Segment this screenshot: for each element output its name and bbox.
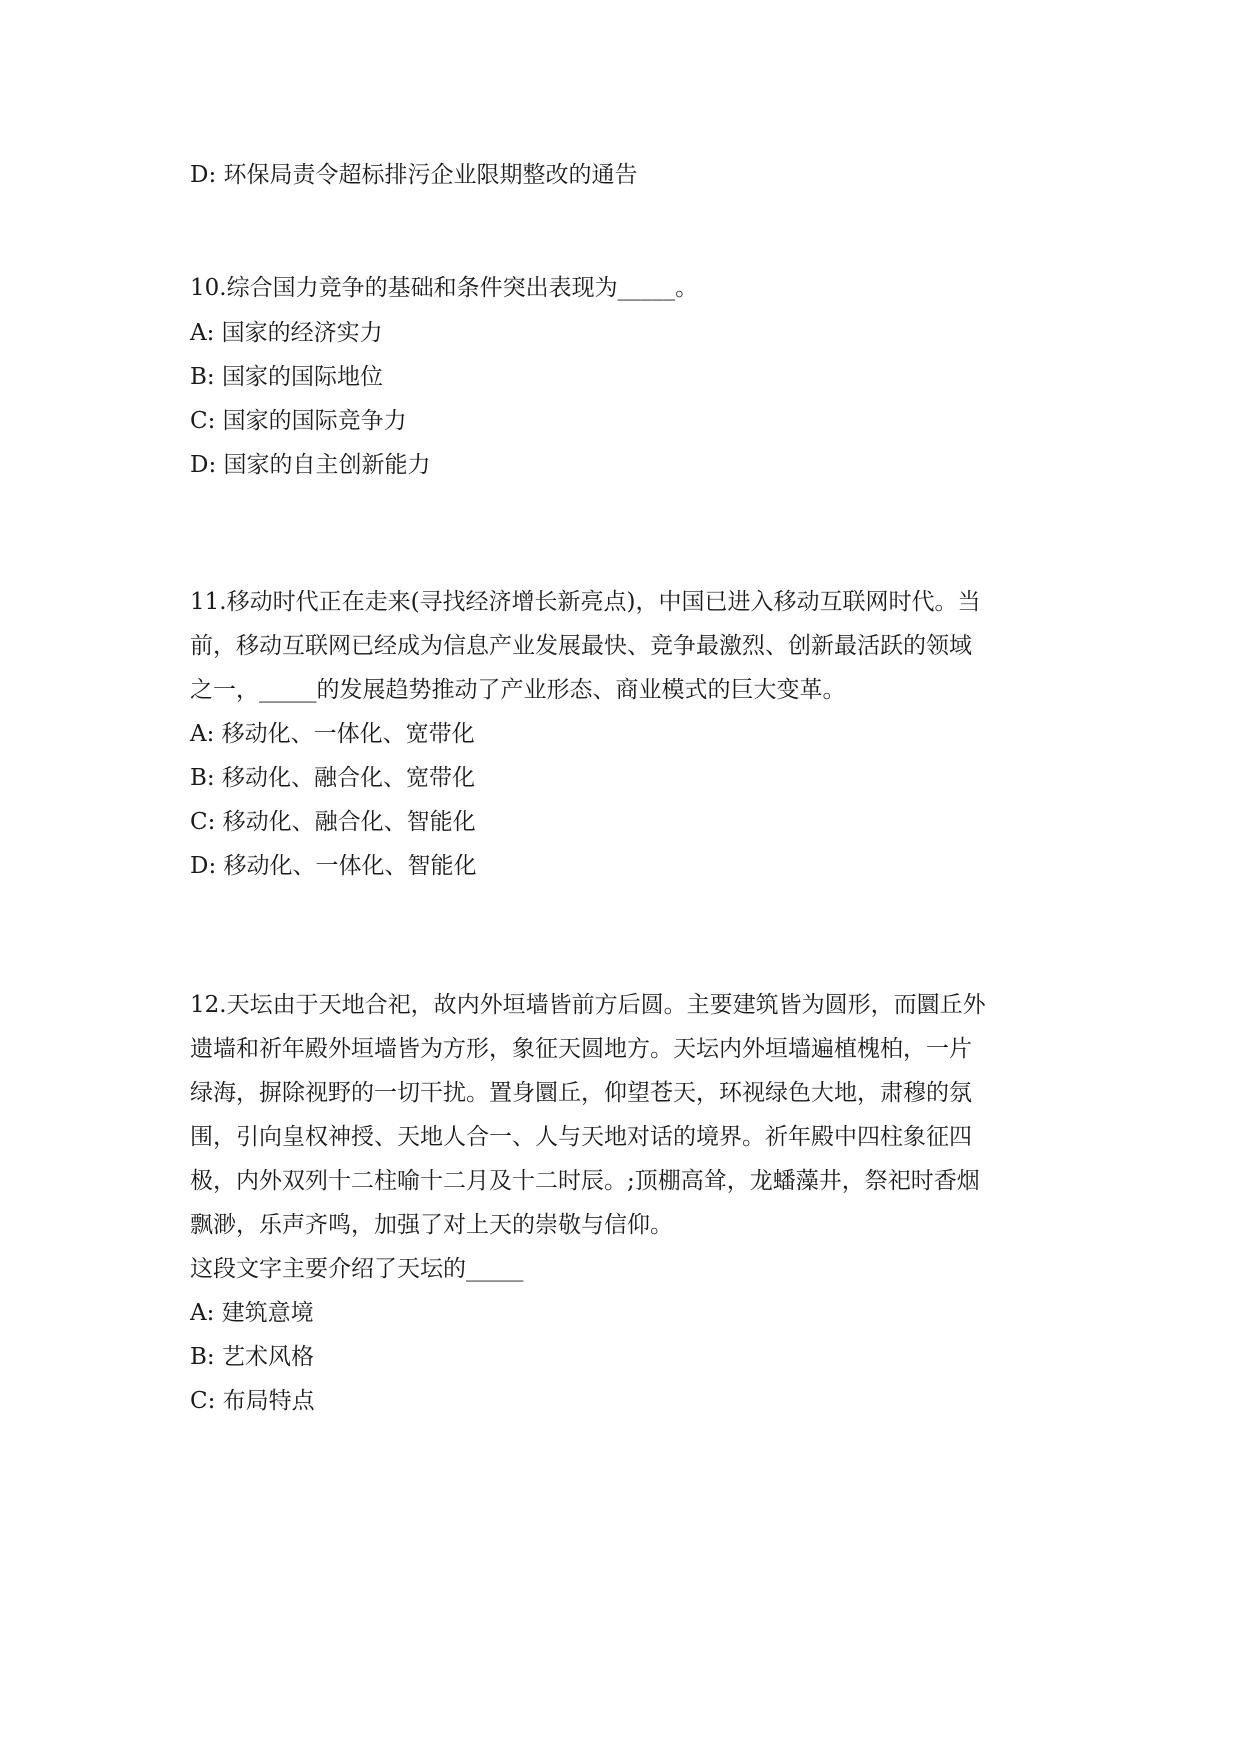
q12-stem-line-6: 飘渺，乐声齐鸣，加强了对上天的崇敬与信仰。 xyxy=(190,1212,673,1238)
q10-option-d: D: 国家的自主创新能力 xyxy=(190,452,431,478)
q12-option-b: B: 艺术风格 xyxy=(190,1344,314,1370)
q12-stem-line-5: 极，内外双列十二柱喻十二月及十二时辰。;顶棚高耸，龙蟠藻井，祭祀时香烟 xyxy=(190,1168,980,1194)
q12-option-a: A: 建筑意境 xyxy=(190,1300,314,1326)
q12-stem-line-3: 绿海，摒除视野的一切干扰。置身圜丘，仰望苍天，环视绿色大地，肃穆的氛 xyxy=(190,1080,972,1106)
q12-stem-line-4: 围，引向皇权神授、天地人合一、人与天地对话的境界。祈年殿中四柱象征四 xyxy=(190,1124,972,1150)
q12-stem-line-2: 遗墙和祈年殿外垣墙皆为方形，象征天圆地方。天坛内外垣墙遍植槐柏，一片 xyxy=(190,1036,972,1062)
q11-stem-line-1: 11.移动时代正在走来(寻找经济增长新亮点)，中国已进入移动互联网时代。当 xyxy=(190,589,981,615)
q10-option-b: B: 国家的国际地位 xyxy=(190,364,383,390)
q10-option-c: C: 国家的国际竞争力 xyxy=(190,408,407,434)
q11-option-d: D: 移动化、一体化、智能化 xyxy=(190,853,477,879)
q12-question: 这段文字主要介绍了天坛的_____ xyxy=(190,1256,524,1282)
q11-option-c: C: 移动化、融合化、智能化 xyxy=(190,809,476,835)
q12-stem-line-1: 12.天坛由于天地合祀，故内外垣墙皆前方后圆。主要建筑皆为圆形，而圜丘外 xyxy=(190,992,986,1018)
q11-stem-line-2: 前，移动互联网已经成为信息产业发展最快、竞争最激烈、创新最活跃的领域 xyxy=(190,633,972,659)
q10-option-a: A: 国家的经济实力 xyxy=(190,320,383,346)
q11-option-a: A: 移动化、一体化、宽带化 xyxy=(190,721,475,747)
q11-option-b: B: 移动化、融合化、宽带化 xyxy=(190,765,475,791)
q9-option-d: D: 环保局责令超标排污企业限期整改的通告 xyxy=(190,162,638,188)
q11-stem-line-3: 之一，_____的发展趋势推动了产业形态、商业模式的巨大变革。 xyxy=(190,677,846,703)
q12-option-c: C: 布局特点 xyxy=(190,1388,315,1414)
q10-stem: 10.综合国力竞争的基础和条件突出表现为_____。 xyxy=(190,275,699,301)
